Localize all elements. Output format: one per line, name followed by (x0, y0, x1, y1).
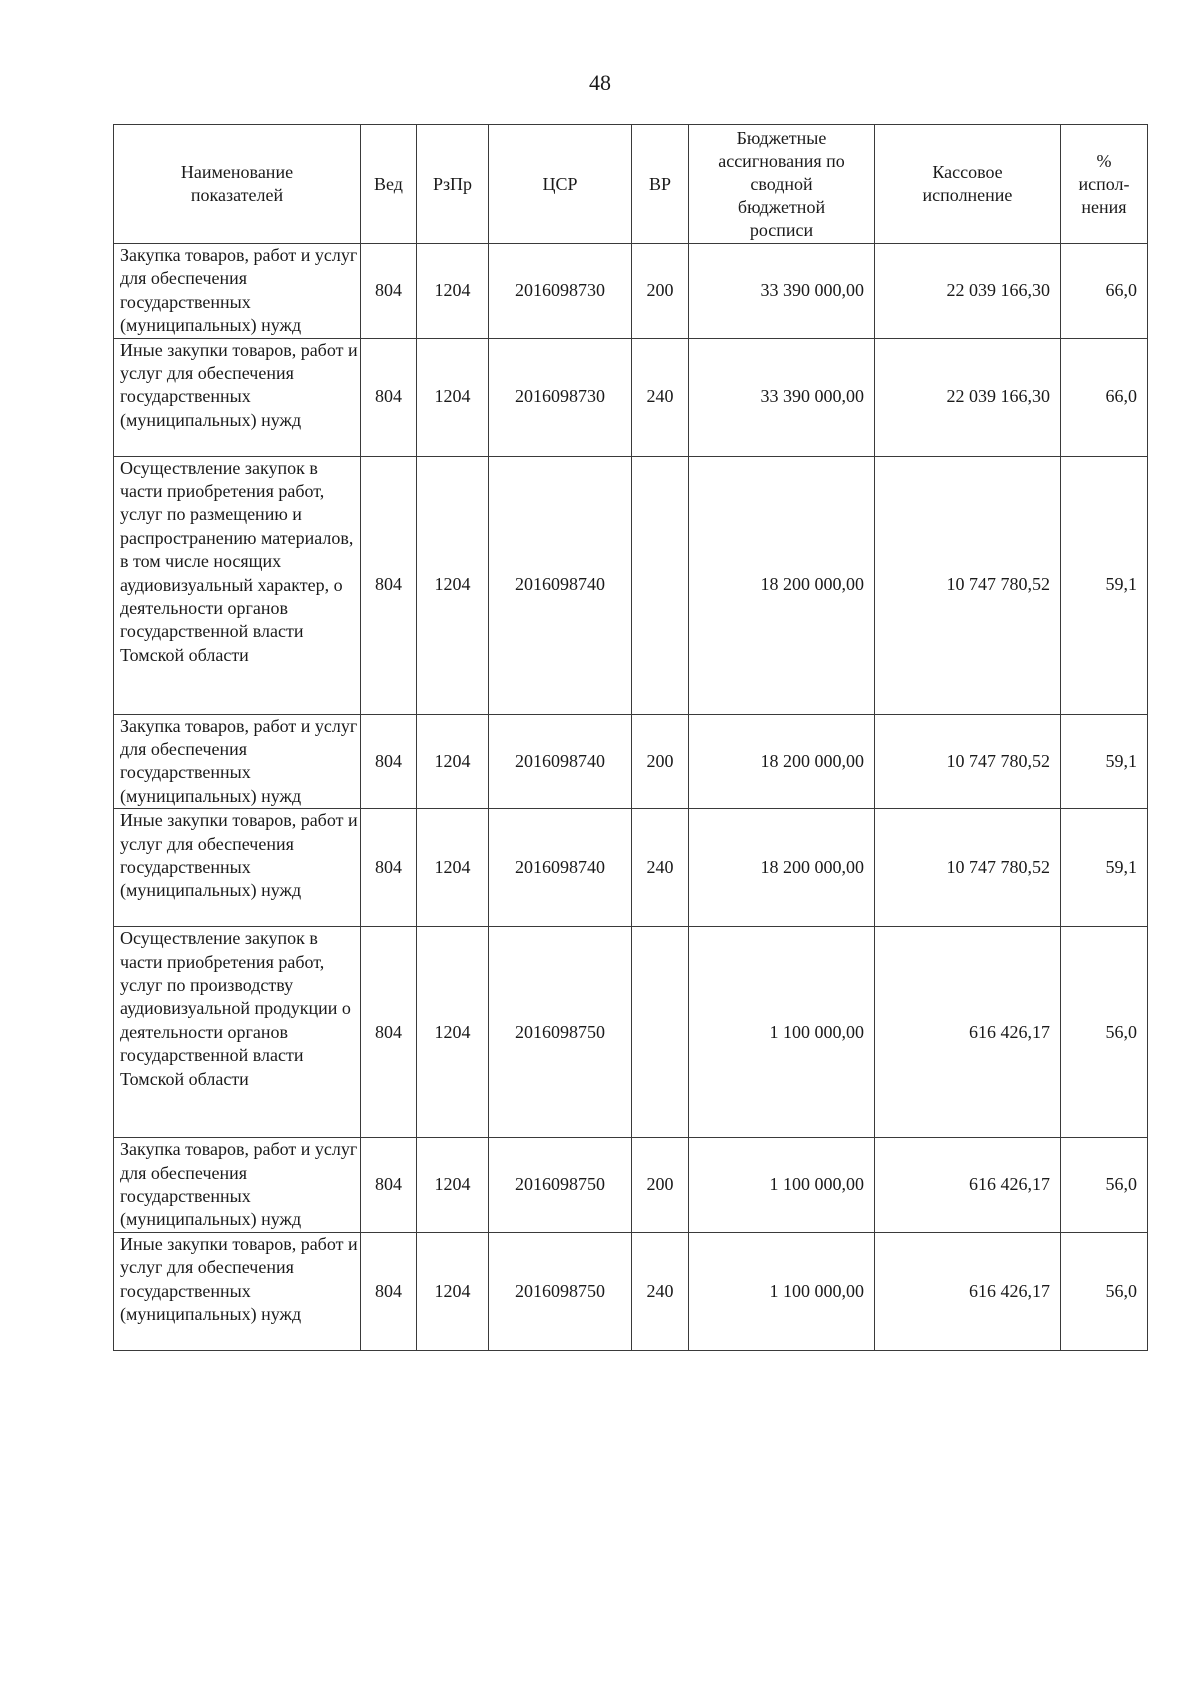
table-row (114, 714, 1148, 809)
row-percent: 59,1 (1061, 456, 1148, 714)
header-name: Наименование показателей (114, 125, 361, 244)
row-rzpr: 1204 (417, 244, 489, 339)
row-name: Закупка товаров, работ и услуг для обеспечения государственных (муниципальных) нужд (114, 714, 361, 809)
row-vr: 240 (632, 1232, 689, 1350)
row-vr: 200 (632, 714, 689, 809)
row-rzpr: 1204 (417, 809, 489, 927)
row-csr: 2016098730 (489, 244, 632, 339)
header-ved: Вед (361, 125, 417, 244)
header-csr: ЦСР (489, 125, 632, 244)
header-rzpr: РзПр (417, 125, 489, 244)
row-csr: 2016098750 (489, 927, 632, 1138)
row-vr (632, 927, 689, 1138)
row-name: Иные закупки товаров, работ и услуг для обеспечения государственных (муниципальных) нужд (114, 338, 361, 456)
row-name: Иные закупки товаров, работ и услуг для обеспечения государственных (муниципальных) нужд (114, 1232, 361, 1350)
row-ved: 804 (361, 1232, 417, 1350)
row-csr: 2016098750 (489, 1138, 632, 1233)
row-vr: 200 (632, 244, 689, 339)
row-execution: 616 426,17 (875, 1232, 1061, 1350)
row-allocations: 33 390 000,00 (689, 338, 875, 456)
row-name: Закупка товаров, работ и услуг для обеспечения государственных (муниципальных) нужд (114, 1138, 361, 1233)
row-csr: 2016098750 (489, 1232, 632, 1350)
row-allocations: 18 200 000,00 (689, 456, 875, 714)
row-rzpr: 1204 (417, 456, 489, 714)
row-ved: 804 (361, 927, 417, 1138)
row-allocations: 1 100 000,00 (689, 1232, 875, 1350)
table-row (114, 809, 1148, 927)
table-header-row (114, 125, 1148, 244)
row-vr: 200 (632, 1138, 689, 1233)
budget-execution-table (113, 124, 1148, 1351)
row-allocations: 18 200 000,00 (689, 809, 875, 927)
row-rzpr: 1204 (417, 1232, 489, 1350)
row-rzpr: 1204 (417, 927, 489, 1138)
row-rzpr: 1204 (417, 1138, 489, 1233)
row-percent: 59,1 (1061, 809, 1148, 927)
row-ved: 804 (361, 456, 417, 714)
header-allocations: Бюджетные ассигнования по сводной бюджетной росписи (689, 125, 875, 244)
row-allocations: 1 100 000,00 (689, 927, 875, 1138)
row-allocations: 33 390 000,00 (689, 244, 875, 339)
row-ved: 804 (361, 809, 417, 927)
row-ved: 804 (361, 1138, 417, 1233)
header-vr: ВР (632, 125, 689, 244)
table-row (114, 338, 1148, 456)
row-vr: 240 (632, 809, 689, 927)
table-row (114, 244, 1148, 339)
row-vr: 240 (632, 338, 689, 456)
table-row (114, 1138, 1148, 1233)
header-percent: % испол-нения (1061, 125, 1148, 244)
row-percent: 66,0 (1061, 244, 1148, 339)
row-percent: 56,0 (1061, 1138, 1148, 1233)
table-row (114, 927, 1148, 1138)
row-execution: 10 747 780,52 (875, 456, 1061, 714)
row-name: Иные закупки товаров, работ и услуг для обеспечения государственных (муниципальных) нужд (114, 809, 361, 927)
table-row (114, 456, 1148, 714)
row-ved: 804 (361, 244, 417, 339)
row-ved: 804 (361, 714, 417, 809)
row-csr: 2016098740 (489, 809, 632, 927)
row-ved: 804 (361, 338, 417, 456)
page-number: 48 (589, 70, 611, 95)
row-execution: 616 426,17 (875, 1138, 1061, 1233)
table-row (114, 1232, 1148, 1350)
row-name: Закупка товаров, работ и услуг для обеспечения государственных (муниципальных) нужд (114, 244, 361, 339)
row-rzpr: 1204 (417, 338, 489, 456)
row-percent: 56,0 (1061, 927, 1148, 1138)
row-allocations: 18 200 000,00 (689, 714, 875, 809)
row-csr: 2016098740 (489, 714, 632, 809)
row-name: Осуществление закупок в части приобретения работ, услуг по производству аудиовизуальной продукции о деятельности органов государственной власти Томской области (114, 927, 361, 1138)
row-percent: 59,1 (1061, 714, 1148, 809)
row-csr: 2016098740 (489, 456, 632, 714)
row-execution: 616 426,17 (875, 927, 1061, 1138)
row-csr: 2016098730 (489, 338, 632, 456)
row-execution: 10 747 780,52 (875, 809, 1061, 927)
row-rzpr: 1204 (417, 714, 489, 809)
row-execution: 22 039 166,30 (875, 244, 1061, 339)
row-allocations: 1 100 000,00 (689, 1138, 875, 1233)
row-percent: 66,0 (1061, 338, 1148, 456)
row-percent: 56,0 (1061, 1232, 1148, 1350)
row-name: Осуществление закупок в части приобретения работ, услуг по размещению и распространению материалов, в том числе носящих аудиовизуальный характер, о деятельности органов государственной власти Томской области (114, 456, 361, 714)
row-execution: 22 039 166,30 (875, 338, 1061, 456)
header-execution: Кассовое исполнение (875, 125, 1061, 244)
row-execution: 10 747 780,52 (875, 714, 1061, 809)
row-vr (632, 456, 689, 714)
